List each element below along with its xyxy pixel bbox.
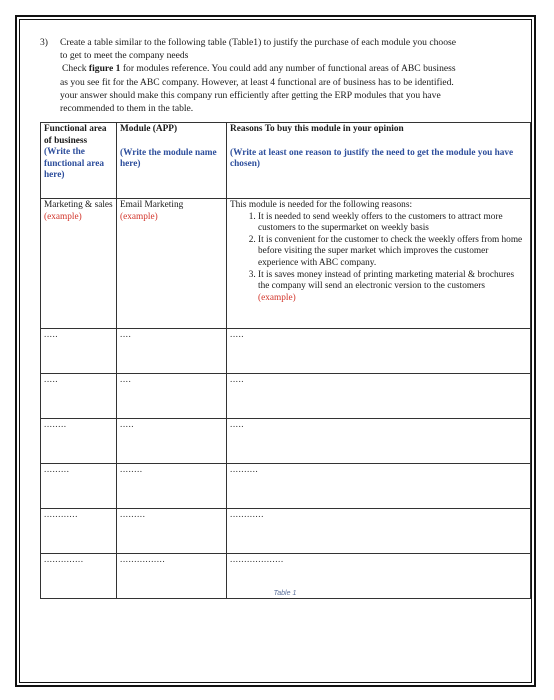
table-row [41, 329, 531, 374]
blank-reasons-cell[interactable]: ............ [227, 509, 531, 554]
table-row [41, 374, 531, 419]
example-reasons-intro: This module is needed for the following reasons: [230, 200, 413, 210]
blank-reasons-cell[interactable]: ..... [227, 374, 531, 419]
example-area-tag: (example) [44, 211, 82, 222]
header-module [117, 123, 227, 199]
figure-reference: figure 1 [88, 63, 121, 75]
blank-reasons-cell[interactable]: ..... [227, 329, 531, 374]
example-reasons-cell [227, 199, 531, 329]
question-text-line-5: your answer should make this company run efficiently after getting the ERP modules that you have [60, 89, 441, 101]
reason-item: 1. It is needed to send weekly offers to the customers to attract more customers to the supermarket on weekly basis [258, 212, 527, 235]
blank-module-cell[interactable]: ................ [117, 554, 227, 599]
example-reasons-tag: (example) [258, 292, 296, 303]
table-row [41, 464, 531, 509]
question-text-line-1: Create a table similar to the following table (Table1) to justify the purchase of each module you choose [60, 37, 457, 48]
header-reasons-title: Reasons To buy this module in your opinion [230, 124, 404, 134]
blank-area-cell[interactable]: ......... [41, 464, 117, 509]
check-prefix: Check [62, 63, 89, 75]
table-caption: Table 1 [273, 590, 297, 597]
table-row [41, 419, 531, 464]
table-row-example [41, 199, 531, 329]
example-module: Email Marketing [120, 200, 184, 210]
question-text-line-6: recommended to them in the table. [60, 103, 194, 115]
blank-module-cell[interactable]: .... [117, 329, 227, 374]
module-table [40, 122, 531, 599]
blank-area-cell[interactable]: ........ [41, 419, 117, 464]
blank-area-cell[interactable]: ..... [41, 329, 117, 374]
blank-module-cell[interactable]: ..... [117, 419, 227, 464]
header-reasons-hint: (Write at least one reason to justify the need to get the module you have chosen) [230, 147, 514, 170]
header-module-hint: (Write the module name here) [120, 147, 217, 170]
header-module-title: Module (APP) [120, 124, 178, 134]
question-text-line-2: to get to meet the company needs [60, 50, 189, 62]
table-row [41, 509, 531, 554]
blank-reasons-cell[interactable]: ................... [227, 554, 531, 599]
blank-module-cell[interactable]: ........ [117, 464, 227, 509]
example-module-cell [117, 199, 227, 329]
table-header-row [41, 123, 531, 199]
blank-reasons-cell[interactable]: .......... [227, 464, 531, 509]
example-reasons-list [230, 212, 527, 293]
reason-item: 3. It is saves money instead of printing marketing material & brochures the company will send an electronic version to the customers [258, 270, 527, 293]
header-functional-area [41, 123, 117, 199]
header-functional-area-hint: (Write the functional area here) [44, 147, 104, 181]
question-line-1 [40, 36, 530, 49]
header-functional-area-title: Functional area of business [44, 124, 107, 146]
blank-module-cell[interactable]: ......... [117, 509, 227, 554]
example-area-cell [41, 199, 117, 329]
blank-area-cell[interactable]: ..... [41, 374, 117, 419]
question-block [40, 36, 530, 115]
blank-reasons-cell[interactable]: ..... [227, 419, 531, 464]
header-reasons [227, 123, 531, 199]
check-suffix: for modules reference. You could add any number of functional areas of ABC business [120, 63, 456, 75]
blank-module-cell[interactable]: .... [117, 374, 227, 419]
question-text-line-3 [40, 62, 530, 75]
question-number: 3) [40, 37, 48, 48]
blank-area-cell[interactable]: .............. [41, 554, 117, 599]
example-area: Marketing & sales [44, 200, 113, 210]
example-module-tag: (example) [120, 211, 158, 222]
reason-item: 2. It is convenient for the customer to check the weekly offers from home before visiting the super market which improves the customer experience with ABC company. [258, 235, 527, 270]
blank-area-cell[interactable]: ............ [41, 509, 117, 554]
question-text-line-4: as you see fit for the ABC company. However, at least 4 functional are of business has to be identified. [60, 76, 454, 88]
